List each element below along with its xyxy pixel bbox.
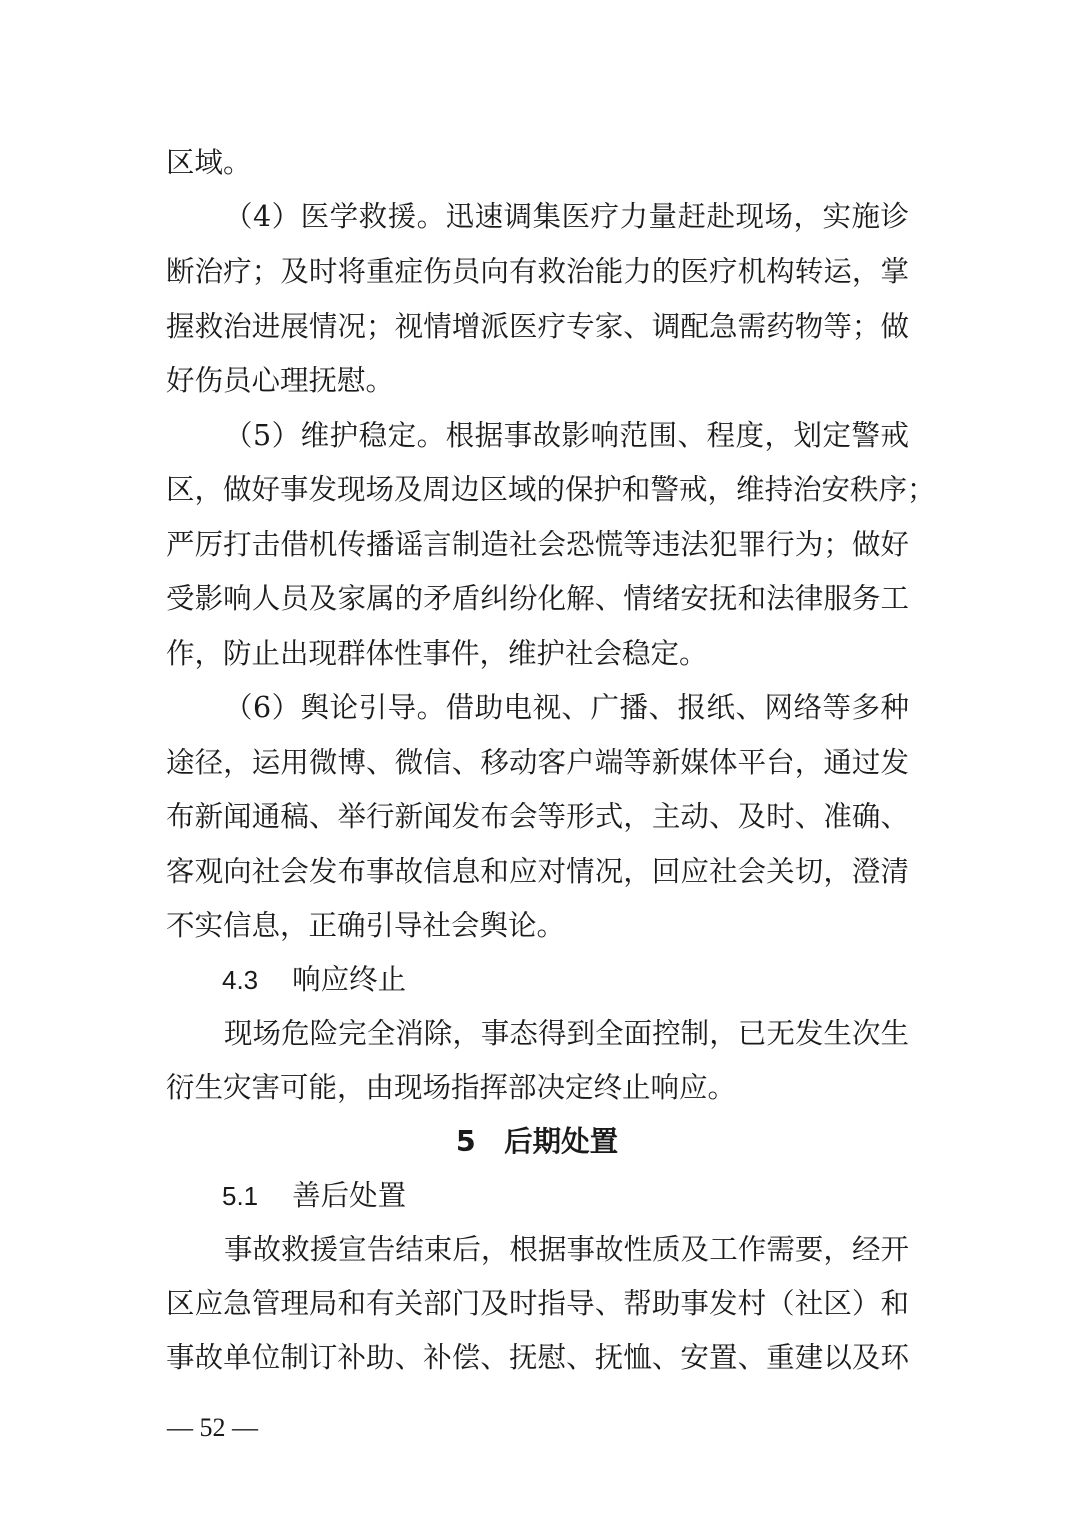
chapter-heading: 5 后期处置 [455, 1125, 619, 1158]
section-title: 善后处置 [292, 1179, 407, 1212]
body-line: 严厉打击借机传播谣言制造社会恐慌等违法犯罪行为；做好 [166, 528, 909, 561]
body-line: （5）维护稳定。根据事故影响范围、程度，划定警戒 [224, 419, 909, 452]
body-line: 断治疗；及时将重症伤员向有救治能力的医疗机构转运，掌 [166, 255, 909, 288]
body-line: 受影响人员及家属的矛盾纠纷化解、情绪安抚和法律服务工 [166, 582, 909, 615]
body-line: 现场危险完全消除，事态得到全面控制，已无发生次生 [224, 1017, 909, 1050]
body-line: 区域。 [166, 146, 252, 179]
body-line: 好伤员心理抚慰。 [166, 364, 395, 397]
section-number: 4.3 [222, 965, 259, 995]
section-heading-4-3 [222, 960, 406, 1000]
body-line: （4）医学救援。迅速调集医疗力量赶赴现场，实施诊 [224, 200, 909, 233]
page-number: — 52 — [167, 1413, 258, 1442]
body-line: 衍生灾害可能，由现场指挥部决定终止响应。 [166, 1071, 737, 1104]
body-line: 客观向社会发布事故信息和应对情况，回应社会关切，澄清 [166, 855, 909, 888]
body-line: 事故救援宣告结束后，根据事故性质及工作需要，经开 [224, 1233, 909, 1266]
body-line: 区，做好事发现场及周边区域的保护和警戒，维持治安秩序； [166, 473, 936, 506]
body-line: 区应急管理局和有关部门及时指导、帮助事发村（社区）和 [166, 1287, 909, 1320]
body-line: 作，防止出现群体性事件，维护社会稳定。 [166, 637, 708, 670]
body-line: 布新闻通稿、举行新闻发布会等形式，主动、及时、准确、 [166, 800, 909, 833]
section-number: 5.1 [222, 1181, 259, 1211]
body-line: 途径，运用微博、微信、移动客户端等新媒体平台，通过发 [166, 746, 909, 779]
section-heading-5-1 [222, 1176, 406, 1216]
body-line: 不实信息，正确引导社会舆论。 [166, 909, 566, 942]
body-line: （6）舆论引导。借助电视、广播、报纸、网络等多种 [224, 691, 909, 724]
body-line: 事故单位制订补助、补偿、抚慰、抚恤、安置、重建以及环 [166, 1341, 909, 1374]
section-title: 响应终止 [292, 963, 407, 996]
body-line: 握救治进展情况；视情增派医疗专家、调配急需药物等；做 [166, 310, 909, 343]
